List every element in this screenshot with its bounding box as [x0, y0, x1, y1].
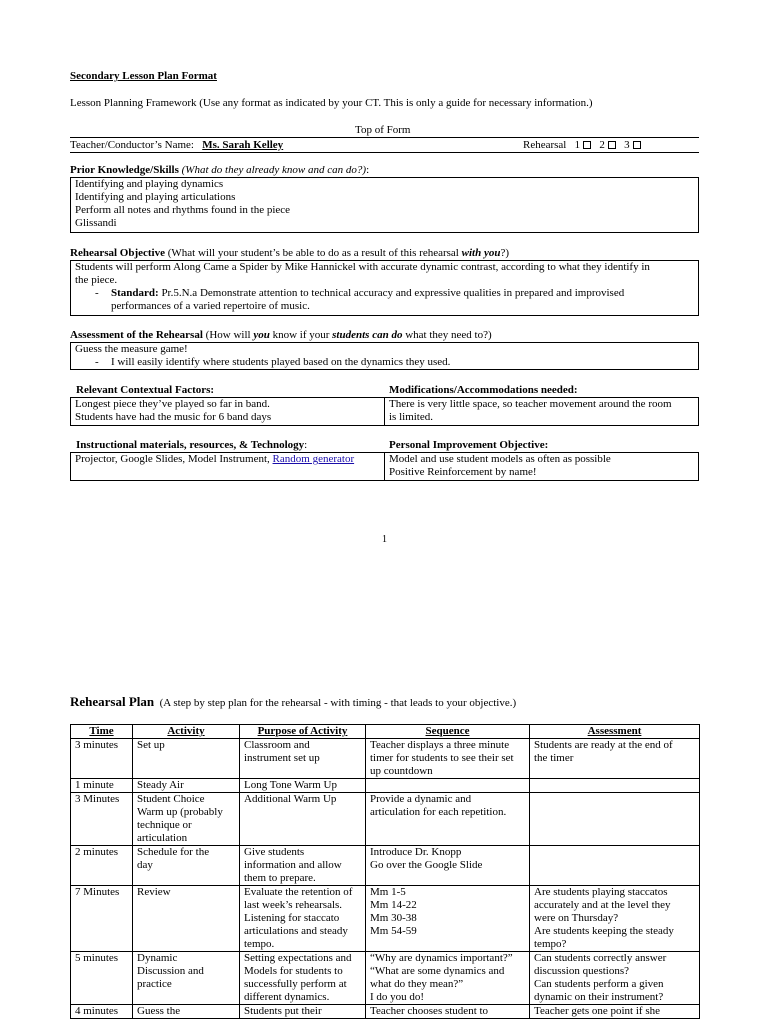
- cell-line: 7 Minutes: [75, 886, 120, 898]
- cell-line: Mm 1-5: [370, 886, 406, 898]
- cell-assessment[interactable]: [530, 952, 700, 1005]
- cell-line: last week’s rehearsals.: [244, 899, 343, 911]
- cell-line: Models for students to: [244, 965, 343, 977]
- cell-time[interactable]: [71, 739, 133, 779]
- col-header-assessment: Assessment: [530, 725, 700, 739]
- standard-line: performances of a varied repertoire of music.: [111, 300, 310, 312]
- col-header-sequence: Sequence: [366, 725, 530, 739]
- cell-line: Long Tone Warm Up: [244, 779, 337, 791]
- cell-line: Introduce Dr. Knopp: [370, 846, 462, 858]
- table-row: [71, 793, 700, 846]
- cell-line: Discussion and: [137, 965, 204, 977]
- cell-line: 1 minute: [75, 779, 114, 791]
- cell-sequence[interactable]: [366, 1005, 530, 1019]
- cell-line: Dynamic: [137, 952, 178, 964]
- rehearsal-selector: [523, 139, 641, 152]
- col-header-time: Time: [71, 725, 133, 739]
- cell-time[interactable]: [71, 1005, 133, 1019]
- framework-note: Lesson Planning Framework (Use any format as indicated by your CT. This is only a guide for necessary information.): [70, 97, 593, 109]
- cell-activity[interactable]: [133, 793, 240, 846]
- cell-assessment[interactable]: [530, 886, 700, 952]
- cell-time[interactable]: [71, 779, 133, 793]
- cell-line: timer for students to see their set: [370, 752, 514, 764]
- cell-line: successfully perform at: [244, 978, 347, 990]
- cell-line: Can students perform a given: [534, 978, 664, 990]
- contextual-box[interactable]: Longest piece they’ve played so far in band. Students have had the music for 6 band days: [70, 397, 385, 426]
- cell-sequence[interactable]: [366, 779, 530, 793]
- document-title: Secondary Lesson Plan Format: [70, 70, 217, 82]
- cell-line: Evaluate the retention of: [244, 886, 353, 898]
- plan-heading-row: [70, 695, 516, 710]
- table-row: [71, 779, 700, 793]
- cell-line: them to prepare.: [244, 872, 316, 884]
- cell-line: articulations and steady: [244, 925, 348, 937]
- cell-sequence[interactable]: [366, 793, 530, 846]
- cell-time[interactable]: [71, 846, 133, 886]
- cell-line: Mm 14-22: [370, 899, 417, 911]
- improvement-heading: Personal Improvement Objective:: [389, 439, 549, 451]
- cell-line: Teacher displays a three minute: [370, 739, 510, 751]
- cell-line: Teacher gets one point if she: [534, 1005, 660, 1017]
- checkbox-icon[interactable]: [633, 141, 641, 149]
- cell-line: tempo.: [244, 938, 275, 950]
- cell-assessment[interactable]: [530, 846, 700, 886]
- cell-purpose[interactable]: [240, 793, 366, 846]
- cell-line: Provide a dynamic and: [370, 793, 472, 805]
- cell-line: dynamic on their instrument?: [534, 991, 664, 1003]
- cell-purpose[interactable]: [240, 952, 366, 1005]
- prior-item: Identifying and playing dynamics: [75, 178, 224, 190]
- cell-line: tempo?: [534, 938, 567, 950]
- cell-line: 4 minutes: [75, 1005, 119, 1017]
- cell-activity[interactable]: [133, 739, 240, 779]
- plan-subheading: (A step by step plan for the rehearsal - with timing - that leads to your objective.): [159, 697, 517, 709]
- prior-heading: Prior Knowledge/Skills (What do they already know and can do?):: [70, 164, 370, 176]
- cell-line: 2 minutes: [75, 846, 119, 858]
- cell-line: day: [137, 859, 153, 871]
- cell-activity[interactable]: [133, 846, 240, 886]
- cell-line: Mm 30-38: [370, 912, 417, 924]
- table-row: [71, 846, 700, 886]
- cell-line: 3 Minutes: [75, 793, 120, 805]
- cell-line: articulation: [137, 832, 188, 844]
- cell-line: what do they mean?”: [370, 978, 464, 990]
- cell-line: Are students playing staccatos: [534, 886, 668, 898]
- assessment-line: Guess the measure game!: [75, 343, 188, 355]
- cell-line: Students put their: [244, 1005, 322, 1017]
- table-row: [71, 952, 700, 1005]
- cell-line: Mm 54-59: [370, 925, 417, 937]
- cell-line: Go over the Google Slide: [370, 859, 483, 871]
- checkbox-icon[interactable]: [583, 141, 591, 149]
- cell-line: technique or: [137, 819, 192, 831]
- checkbox-icon[interactable]: [608, 141, 616, 149]
- cell-activity[interactable]: [133, 1005, 240, 1019]
- cell-line: up countdown: [370, 765, 433, 777]
- cell-line: Listening for staccato: [244, 912, 340, 924]
- rehearsal-option-2[interactable]: 2: [599, 139, 616, 151]
- table-row: [71, 739, 700, 779]
- rehearsal-option-3[interactable]: 3: [624, 139, 641, 151]
- cell-line: Setting expectations and: [244, 952, 352, 964]
- cell-purpose[interactable]: [240, 1005, 366, 1019]
- cell-line: Classroom and: [244, 739, 310, 751]
- cell-line: Students are ready at the end of: [534, 739, 673, 751]
- prior-item: Identifying and playing articulations: [75, 191, 236, 203]
- cell-line: Warm up (probably: [137, 806, 223, 818]
- materials-box[interactable]: Projector, Google Slides, Model Instrument, Random generator: [70, 452, 385, 481]
- cell-purpose[interactable]: [240, 846, 366, 886]
- cell-time[interactable]: [71, 952, 133, 1005]
- cell-purpose[interactable]: [240, 779, 366, 793]
- cell-line: Review: [137, 886, 171, 898]
- random-generator-link[interactable]: Random generator: [272, 453, 355, 465]
- teacher-row-rule: [70, 152, 699, 153]
- rehearsal-label: Rehearsal: [523, 139, 567, 151]
- col-header-activity: Activity: [133, 725, 240, 739]
- top-of-form: Top of Form: [355, 124, 411, 136]
- rehearsal-plan-table: [70, 724, 700, 1019]
- assessment-heading: Assessment of the Rehearsal (How will you know if your students can do what they need to?): [70, 329, 492, 341]
- cell-line: “Why are dynamics important?”: [370, 952, 513, 964]
- cell-line: Steady Air: [137, 779, 184, 791]
- cell-assessment[interactable]: [530, 793, 700, 846]
- cell-line: Guess the: [137, 1005, 181, 1017]
- cell-line: were on Thursday?: [534, 912, 619, 924]
- cell-assessment[interactable]: [530, 1005, 700, 1019]
- prior-item: Perform all notes and rhythms found in the piece: [75, 204, 291, 216]
- prior-knowledge-box[interactable]: [70, 177, 699, 233]
- objective-line: Students will perform Along Came a Spider by Mike Hannickel with accurate dynamic contrast, according to what they identify in: [75, 261, 650, 273]
- table-row: [71, 886, 700, 952]
- prior-item: Glissandi: [75, 217, 117, 229]
- cell-line: practice: [137, 978, 172, 990]
- teacher-name[interactable]: Ms. Sarah Kelley: [202, 139, 284, 151]
- cell-assessment[interactable]: [530, 739, 700, 779]
- cell-line: 5 minutes: [75, 952, 119, 964]
- cell-line: I do you do!: [370, 991, 425, 1003]
- cell-line: Additional Warm Up: [244, 793, 337, 805]
- cell-line: discussion questions?: [534, 965, 630, 977]
- cell-sequence[interactable]: [366, 846, 530, 886]
- teacher-label: Teacher/Conductor’s Name:: [70, 139, 194, 151]
- cell-line: Schedule for the: [137, 846, 210, 858]
- cell-time[interactable]: [71, 793, 133, 846]
- cell-purpose[interactable]: [240, 886, 366, 952]
- cell-line: Give students: [244, 846, 305, 858]
- assessment-line: - I will easily identify where students played based on the dynamics they used.: [95, 356, 451, 368]
- form-top-rule: [70, 137, 699, 138]
- standard-line: - Standard: Pr.5.N.a Demonstrate attention to technical accuracy and expressive qualities in prepared and improvised: [95, 287, 625, 299]
- objective-box[interactable]: [70, 260, 699, 316]
- table-header-row: [71, 725, 700, 739]
- page-number: 1: [382, 534, 387, 545]
- modifications-heading: Modifications/Accommodations needed:: [389, 384, 578, 396]
- objective-line: the piece.: [75, 274, 118, 286]
- cell-time[interactable]: [71, 886, 133, 952]
- assessment-box[interactable]: [70, 342, 699, 370]
- rehearsal-option-1[interactable]: 1: [575, 139, 592, 151]
- cell-line: articulation for each repetition.: [370, 806, 507, 818]
- cell-line: the timer: [534, 752, 574, 764]
- cell-line: 3 minutes: [75, 739, 119, 751]
- cell-sequence[interactable]: [366, 739, 530, 779]
- cell-activity[interactable]: [133, 886, 240, 952]
- cell-assessment[interactable]: [530, 779, 700, 793]
- cell-line: Teacher chooses student to: [370, 1005, 489, 1017]
- cell-sequence[interactable]: [366, 952, 530, 1005]
- cell-sequence[interactable]: [366, 886, 530, 952]
- cell-line: accurately and at the level they: [534, 899, 671, 911]
- improvement-box[interactable]: Model and use student models as often as possible Positive Reinforcement by name!: [384, 452, 699, 481]
- contextual-heading: Relevant Contextual Factors:: [76, 384, 215, 396]
- modifications-box[interactable]: There is very little space, so teacher movement around the room is limited.: [384, 397, 699, 426]
- cell-line: Set up: [137, 739, 165, 751]
- cell-line: “What are some dynamics and: [370, 965, 505, 977]
- cell-line: Can students correctly answer: [534, 952, 667, 964]
- plan-heading: Rehearsal Plan: [70, 694, 155, 709]
- cell-activity[interactable]: [133, 779, 240, 793]
- cell-activity[interactable]: [133, 952, 240, 1005]
- cell-line: Are students keeping the steady: [534, 925, 674, 937]
- cell-line: Student Choice: [137, 793, 205, 805]
- table-row: [71, 1005, 700, 1019]
- teacher-row: [70, 139, 283, 152]
- materials-heading: Instructional materials, resources, & Technology:: [76, 439, 308, 451]
- col-header-purpose: Purpose of Activity: [240, 725, 366, 739]
- cell-purpose[interactable]: [240, 739, 366, 779]
- cell-line: instrument set up: [244, 752, 320, 764]
- cell-line: different dynamics.: [244, 991, 330, 1003]
- cell-line: information and allow: [244, 859, 342, 871]
- objective-heading: Rehearsal Objective (What will your student’s be able to do as a result of this rehearsal with you?): [70, 247, 509, 259]
